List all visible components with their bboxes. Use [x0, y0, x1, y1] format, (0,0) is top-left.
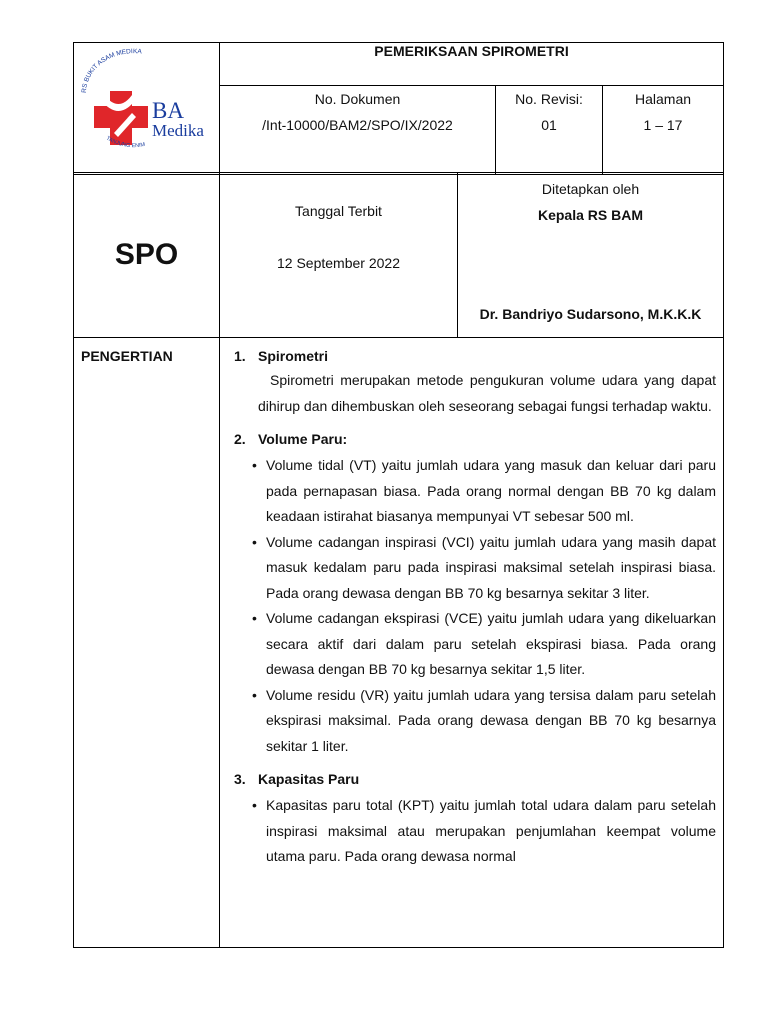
item-heading: 1. Spirometri [234, 348, 329, 364]
revision-cell [496, 86, 603, 175]
list-item: • Kapasitas paru total (KPT) yaitu jumlah total udara dalam paru setelah inspirasi maksimal atau merupakan penjumlahan keempat volume utama paru. Pada orang dewasa normal [252, 793, 716, 870]
item-heading: 2. Volume Paru: [234, 431, 348, 447]
approval-cell [458, 173, 724, 338]
medical-cross-icon [94, 91, 148, 145]
bullet-list [234, 793, 716, 870]
section-content [220, 338, 724, 948]
issue-date-label: Tanggal Terbit [295, 203, 382, 219]
page-value: 1 – 17 [643, 117, 683, 134]
list-item: • Volume residu (VR) yaitu jumlah udara yang tersisa dalam paru setelah ekspirasi maksimal. Pada orang dewasa dengan BB 70 kg besarnya sekitar 1 liter. [252, 683, 716, 760]
doc-number-cell [220, 86, 496, 175]
item-paragraph: Spirometri merupakan metode pengukuran volume udara yang dapat dihirup dan dihembuskan oleh seseorang sebagai fungsi terhadap waktu. [258, 372, 716, 414]
spo-block [73, 172, 724, 338]
bullet-list [234, 453, 716, 759]
doc-number-value: /Int-10000/BAM2/SPO/IX/2022 [262, 117, 453, 134]
hospital-logo [74, 43, 220, 171]
logo-arc-text: RS BUKIT ASAM MEDIKA [80, 48, 143, 94]
issue-date-cell [220, 173, 458, 338]
doc-number-label: No. Dokumen [314, 91, 401, 108]
logo-brand-ba: BA [152, 98, 184, 123]
document-title: PEMERIKSAAN SPIROMETRI [220, 43, 724, 86]
spo-label: SPO [74, 173, 220, 338]
logo-bottom-text: TANJUNG ENIM [105, 135, 146, 150]
page-label: Halaman [634, 91, 692, 108]
revision-label: No. Revisi: [515, 91, 583, 108]
section-label: PENGERTIAN [74, 338, 220, 948]
logo-brand-medika: Medika [152, 121, 204, 140]
list-item: • Volume cadangan ekspirasi (VCE) yaitu jumlah udara yang dikeluarkan secara aktif dari dalam paru setelah ekspirasi biasa. Pada orang dewasa dengan BB 70 kg besarnya sekitar 1,5 liter. [252, 606, 716, 683]
approver-name: Dr. Bandriyo Sudarsono, M.K.K.K [479, 306, 702, 322]
issue-date-value: 12 September 2022 [277, 255, 400, 271]
page-cell [603, 86, 724, 175]
approved-by-label: Ditetapkan oleh [541, 181, 640, 197]
revision-value: 01 [541, 117, 557, 134]
approver-role: Kepala RS BAM [537, 207, 644, 223]
logo-cell [74, 43, 220, 175]
list-item: • Volume tidal (VT) yaitu jumlah udara yang masuk dan keluar dari paru pada pernapasan biasa. Pada orang normal dengan BB 70 kg dalam keadaan istirahat biasanya mempunyai VT sebesar 500 ml. [252, 453, 716, 530]
item-heading: 3. Kapasitas Paru [234, 771, 360, 787]
definition-section [73, 337, 724, 948]
list-item: • Volume cadangan inspirasi (VCI) yaitu jumlah udara yang masih dapat masuk kedalam paru pada inspirasi maksimal setelah inspirasi biasa. Pada orang dewasa dengan BB 70 kg besarnya sekitar 3 liter. [252, 530, 716, 607]
document-header [73, 42, 724, 175]
